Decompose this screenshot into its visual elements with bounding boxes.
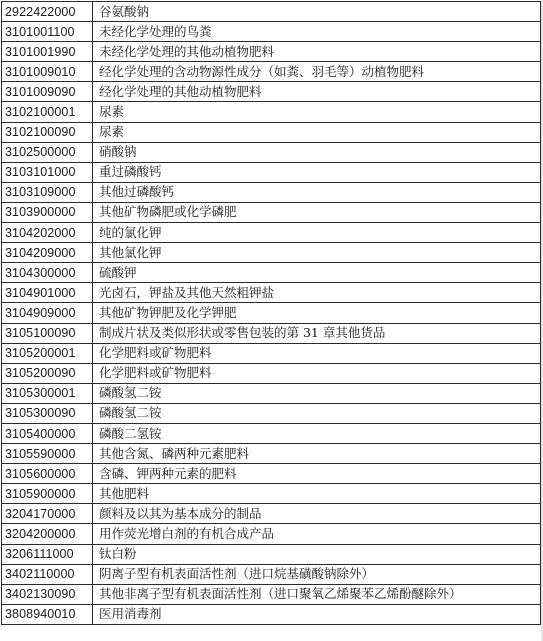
table-row — [2, 403, 541, 423]
code-cell: 3402110000 — [2, 564, 93, 584]
table-row — [2, 464, 541, 484]
table-row — [2, 604, 541, 624]
code-cell: 3808940010 — [2, 604, 93, 624]
description-cell: 钛白粉 — [93, 544, 541, 564]
table-row — [2, 82, 541, 102]
description-cell: 其他矿物磷肥或化学磷肥 — [93, 202, 541, 222]
description-cell: 磷酸氢二铵 — [93, 383, 541, 403]
code-cell: 3101001990 — [2, 42, 93, 62]
table-row — [2, 343, 541, 363]
code-cell: 3105200001 — [2, 343, 93, 363]
description-cell: 其他肥料 — [93, 484, 541, 504]
description-cell: 化学肥料或矿物肥料 — [93, 343, 541, 363]
table-row — [2, 323, 541, 343]
table-row — [2, 122, 541, 142]
code-cell: 3104901000 — [2, 283, 93, 303]
table-row — [2, 243, 541, 263]
code-cell: 3101001100 — [2, 22, 93, 42]
code-cell: 3102100001 — [2, 102, 93, 122]
code-cell: 3104300000 — [2, 263, 93, 283]
table-row — [2, 584, 541, 604]
description-cell: 尿素 — [93, 102, 541, 122]
code-cell: 3204200000 — [2, 524, 93, 544]
code-cell: 3105400000 — [2, 423, 93, 443]
code-cell: 3103101000 — [2, 162, 93, 182]
description-cell: 硫酸钾 — [93, 263, 541, 283]
description-cell: 其他含氮、磷两种元素肥料 — [93, 444, 541, 464]
table-row — [2, 2, 541, 22]
table-row — [2, 142, 541, 162]
table-row — [2, 202, 541, 222]
table-row — [2, 504, 541, 524]
table-row — [2, 182, 541, 202]
description-cell: 化学肥料或矿物肥料 — [93, 363, 541, 383]
table-row — [2, 303, 541, 323]
description-cell: 其他氯化钾 — [93, 243, 541, 263]
description-cell: 磷酸氢二铵 — [93, 403, 541, 423]
code-cell: 3402130090 — [2, 584, 93, 604]
code-cell: 3103109000 — [2, 182, 93, 202]
table-row — [2, 363, 541, 383]
description-cell: 含磷、钾两种元素的肥料 — [93, 464, 541, 484]
code-cell: 3105100090 — [2, 323, 93, 343]
code-cell: 3104209000 — [2, 243, 93, 263]
table-row — [2, 423, 541, 443]
code-cell: 3104909000 — [2, 303, 93, 323]
description-cell: 其他非离子型有机表面活性剂（进口聚氧乙烯聚苯乙烯酚醚除外） — [93, 584, 541, 604]
code-cell: 3102500000 — [2, 142, 93, 162]
table-row — [2, 102, 541, 122]
code-cell: 3105900000 — [2, 484, 93, 504]
description-cell: 医用消毒剂 — [93, 604, 541, 624]
code-cell: 3105590000 — [2, 444, 93, 464]
description-cell: 经化学处理的其他动植物肥料 — [93, 82, 541, 102]
description-cell: 制成片状及类似形状或零售包装的第 31 章其他货品 — [93, 323, 541, 343]
code-cell: 3105600000 — [2, 464, 93, 484]
description-cell: 重过磷酸钙 — [93, 162, 541, 182]
code-cell: 3105300001 — [2, 383, 93, 403]
description-cell: 未经化学处理的鸟粪 — [93, 22, 541, 42]
description-cell: 用作荧光增白剂的有机合成产品 — [93, 524, 541, 544]
description-cell: 其他矿物钾肥及化学钾肥 — [93, 303, 541, 323]
code-cell: 3105200090 — [2, 363, 93, 383]
table-row — [2, 162, 541, 182]
code-cell: 3105300090 — [2, 403, 93, 423]
table-row — [2, 544, 541, 564]
description-cell: 光卤石，钾盐及其他天然粗钾盐 — [93, 283, 541, 303]
code-cell: 3103900000 — [2, 202, 93, 222]
description-cell: 纯的氯化钾 — [93, 223, 541, 243]
code-cell: 3104202000 — [2, 223, 93, 243]
description-cell: 未经化学处理的其他动植物肥料 — [93, 42, 541, 62]
table-row — [2, 223, 541, 243]
code-cell: 2922422000 — [2, 2, 93, 22]
code-cell: 3204170000 — [2, 504, 93, 524]
table-row — [2, 22, 541, 42]
description-cell: 经化学处理的含动物源性成分（如粪、羽毛等）动植物肥料 — [93, 62, 541, 82]
table-row — [2, 383, 541, 403]
description-cell: 尿素 — [93, 122, 541, 142]
table-row — [2, 42, 541, 62]
table-row — [2, 484, 541, 504]
code-cell: 3101009010 — [2, 62, 93, 82]
description-cell: 颜料及以其为基本成分的制品 — [93, 504, 541, 524]
description-cell: 硝酸钠 — [93, 142, 541, 162]
table-row — [2, 263, 541, 283]
description-cell: 其他过磷酸钙 — [93, 182, 541, 202]
table-row — [2, 564, 541, 584]
commodity-code-table — [1, 1, 541, 625]
code-cell: 3102100090 — [2, 122, 93, 142]
code-cell: 3101009090 — [2, 82, 93, 102]
code-cell: 3206111000 — [2, 544, 93, 564]
table-row — [2, 283, 541, 303]
table-body — [2, 2, 541, 625]
description-cell: 谷氨酸钠 — [93, 2, 541, 22]
table-row — [2, 524, 541, 544]
description-cell: 阴离子型有机表面活性剂（进口烷基磺酸钠除外） — [93, 564, 541, 584]
table-row — [2, 62, 541, 82]
table-row — [2, 444, 541, 464]
description-cell: 磷酸二氢铵 — [93, 423, 541, 443]
